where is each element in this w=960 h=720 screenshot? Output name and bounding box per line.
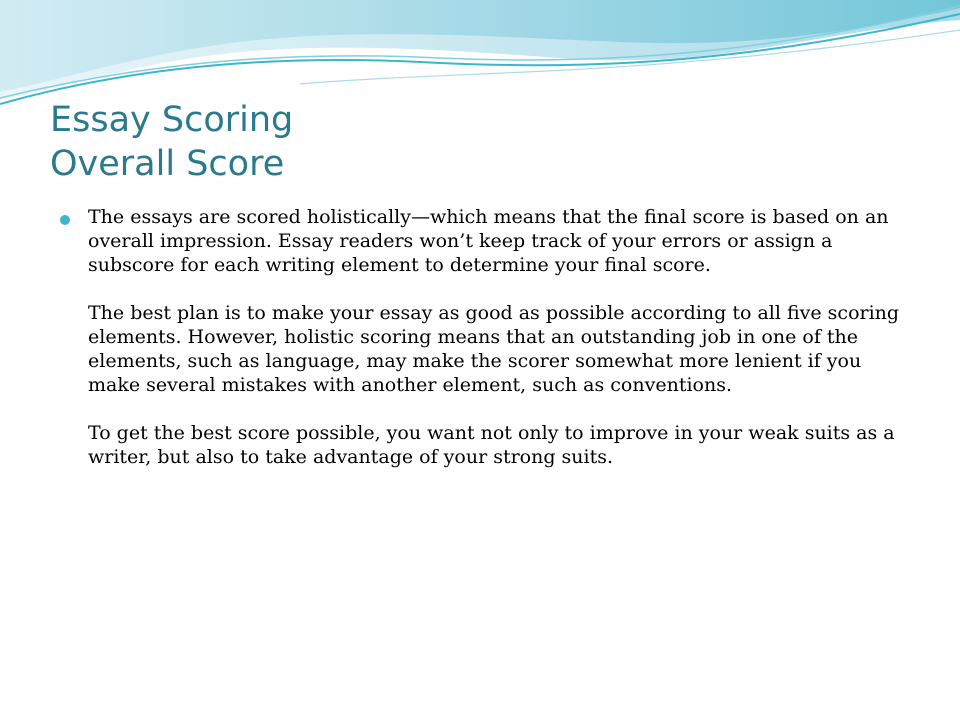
bullet-dot-icon bbox=[60, 215, 70, 225]
title-line-2: Overall Score bbox=[50, 144, 285, 184]
paragraph-3: To get the best score possible, you want not only to improve in your weak suits as a writer, but also to take advantage of your strong suits. bbox=[88, 422, 895, 468]
bullet-item bbox=[52, 205, 912, 493]
slide-title bbox=[50, 98, 293, 186]
title-line-1: Essay Scoring bbox=[50, 100, 294, 140]
bullet-text bbox=[88, 205, 912, 469]
paragraph-2: The best plan is to make your essay as good as possible according to all five scoring elements. However, holistic scoring means that an outstanding job in one of the elements, such as language, may make the scorer somewhat more lenient if you make several mistakes with another element, such as conventions. bbox=[88, 302, 900, 396]
paragraph-1: The essays are scored holistically—which means that the final score is based on an overall impression. Essay readers won’t keep track of your errors or assign a subscore for each writing element to determine your final score. bbox=[88, 206, 889, 276]
